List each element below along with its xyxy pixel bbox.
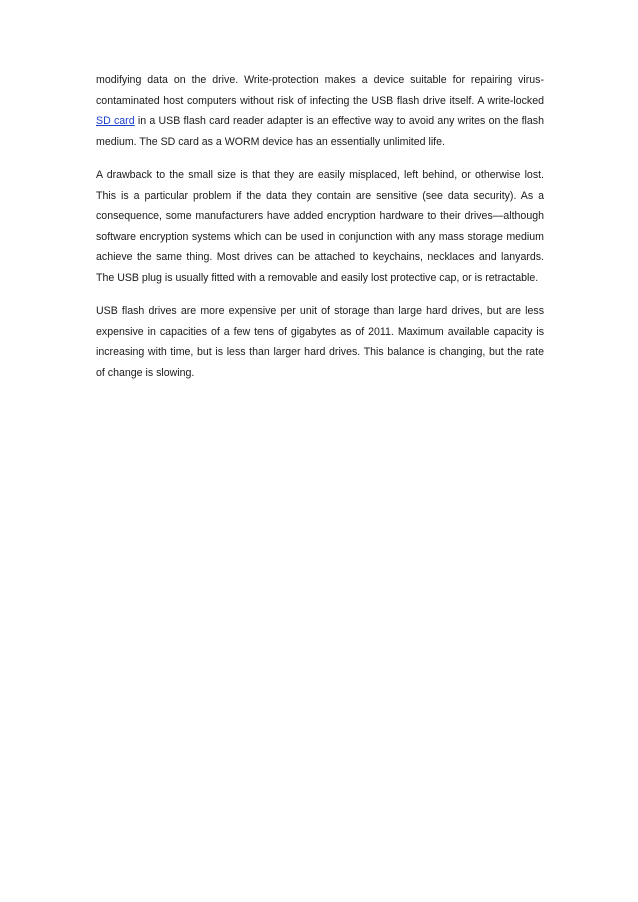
sd-card-link[interactable]: SD card: [96, 115, 135, 127]
paragraph-small-size-drawback: A drawback to the small size is that they are easily misplaced, left behind, or otherwise lost. This is a particular problem if the data they contain are sensitive (see data security). As a consequence, some manufacturers have added encryption hardware to their drives—although software encryption systems which can be used in conjunction with any mass storage medium achieve the same thing. Most drives can be attached to keychains, necklaces and lanyards. The USB plug is usually fitted with a removable and easily lost protective cap, or is retractable.: [96, 169, 544, 284]
document-body: [96, 70, 544, 396]
paragraph-cost-comparison: USB flash drives are more expensive per unit of storage than large hard drives, but are less expensive in capacities of a few tens of gigabytes as of 2011. Maximum available capacity is increasing with time, but is less than larger hard drives. This balance is changing, but the rate of change is slowing.: [96, 305, 544, 379]
paragraph-write-protection: [96, 70, 544, 152]
paragraph-text: in a USB flash card reader adapter is an effective way to avoid any writes on the flash medium. The SD card as a WORM device has an essentially unlimited life.: [96, 115, 544, 148]
paragraph-text: modifying data on the drive. Write-protection makes a device suitable for repairing virus-contaminated host computers without risk of infecting the USB flash drive itself. A write-locked: [96, 74, 544, 107]
